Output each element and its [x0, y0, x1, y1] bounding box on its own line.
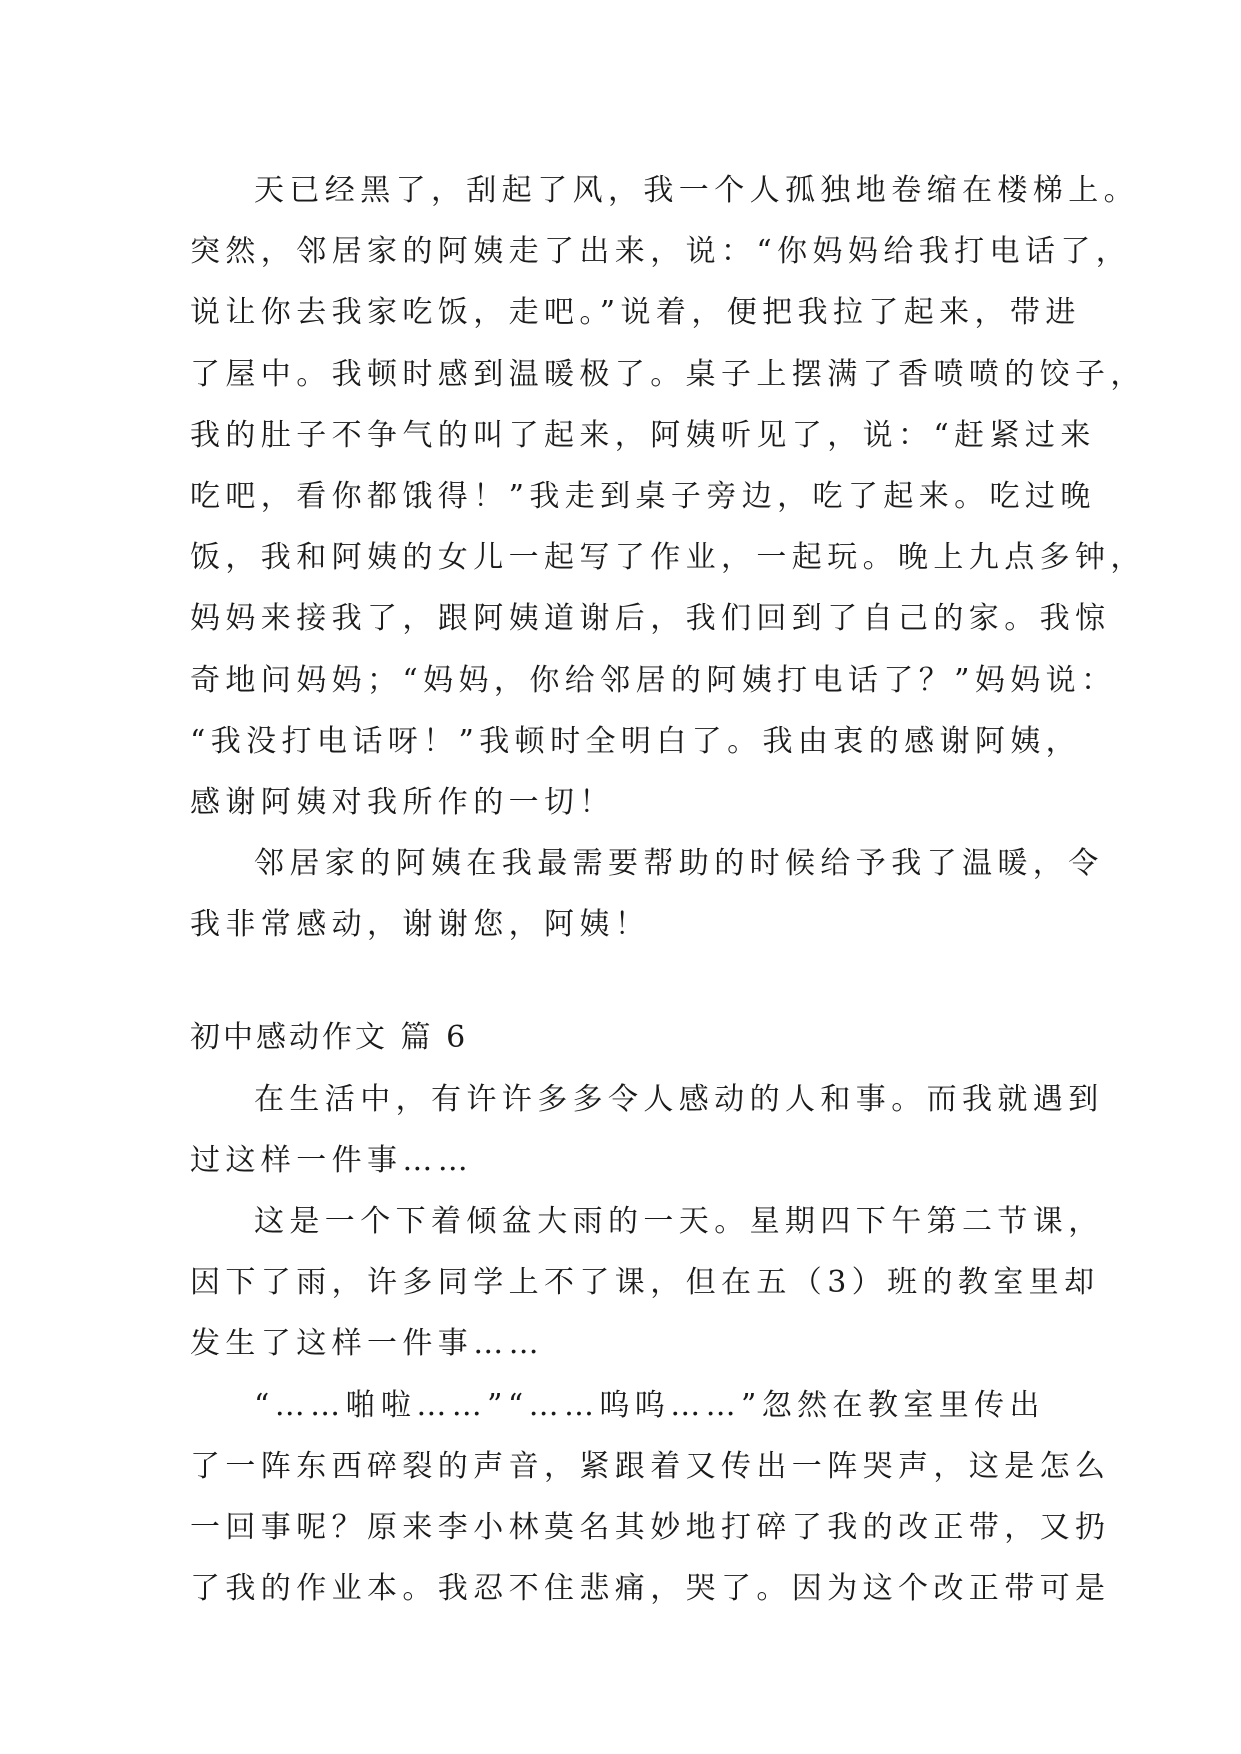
- paragraph-line: 奇地问妈妈；“妈妈，你给邻居的阿姨打电话了？”妈妈说：: [190, 662, 1117, 698]
- paragraph-line: 了屋中。我顿时感到温暖极了。桌子上摆满了香喷喷的饺子，: [190, 356, 1146, 392]
- paragraph-line: 饭，我和阿姨的女儿一起写了作业，一起玩。晚上九点多钟，: [190, 540, 1146, 576]
- paragraph-line: 说让你去我家吃饭，走吧。”说着，便把我拉了起来，带进: [190, 295, 1081, 331]
- section-spacer: [190, 955, 1070, 1007]
- paragraph-line: 一回事呢？原来李小林莫名其妙地打碎了我的改正带，又扔: [190, 1509, 1111, 1545]
- paragraph-line: 我的肚子不争气的叫了起来，阿姨听见了，说：“赶紧过来: [190, 417, 1096, 453]
- paragraph-line: 邻居家的阿姨在我最需要帮助的时候给予我了温暖，令: [254, 846, 1104, 882]
- paragraph-line: 天已经黑了，刮起了风，我一个人孤独地卷缩在楼梯上。: [254, 173, 1139, 208]
- section-heading: 初中感动作文 篇 6: [190, 1020, 469, 1056]
- paragraph-line: 妈妈来接我了，跟阿姨道谢后，我们回到了自己的家。我惊: [190, 601, 1111, 637]
- paragraph-line: 过这样一件事……: [190, 1142, 474, 1178]
- paragraph-line: 在生活中，有许许多多令人感动的人和事。而我就遇到: [254, 1081, 1104, 1117]
- paragraph-line: 突然，邻居家的阿姨走了出来，说：“你妈妈给我打电话了，: [190, 234, 1132, 270]
- paragraph-line: 发生了这样一件事……: [190, 1326, 544, 1362]
- paragraph-line: 感谢阿姨对我所作的一切！: [190, 784, 615, 820]
- paragraph-line: 我非常感动，谢谢您，阿姨！: [190, 907, 651, 943]
- paragraph-line: 了一阵东西碎裂的声音，紧跟着又传出一阵哭声，这是怎么: [190, 1448, 1111, 1484]
- document-body: [190, 160, 1146, 1619]
- paragraph-line: 了我的作业本。我忍不住悲痛，哭了。因为这个改正带可是: [190, 1571, 1111, 1607]
- paragraph-line: 吃吧，看你都饿得！”我走到桌子旁边，吃了起来。吃过晚: [190, 478, 1096, 514]
- paragraph-line: 这是一个下着倾盆大雨的一天。星期四下午第二节课，: [254, 1204, 1104, 1239]
- paragraph-line: 因下了雨，许多同学上不了课，但在五（3）班的教室里却: [190, 1265, 1100, 1301]
- paragraph-line: “我没打电话呀！”我顿时全明白了。我由衷的感谢阿姨，: [190, 723, 1082, 759]
- paragraph-line: “……啪啦……”“……呜呜……”忽然在教室里传出: [254, 1387, 1045, 1423]
